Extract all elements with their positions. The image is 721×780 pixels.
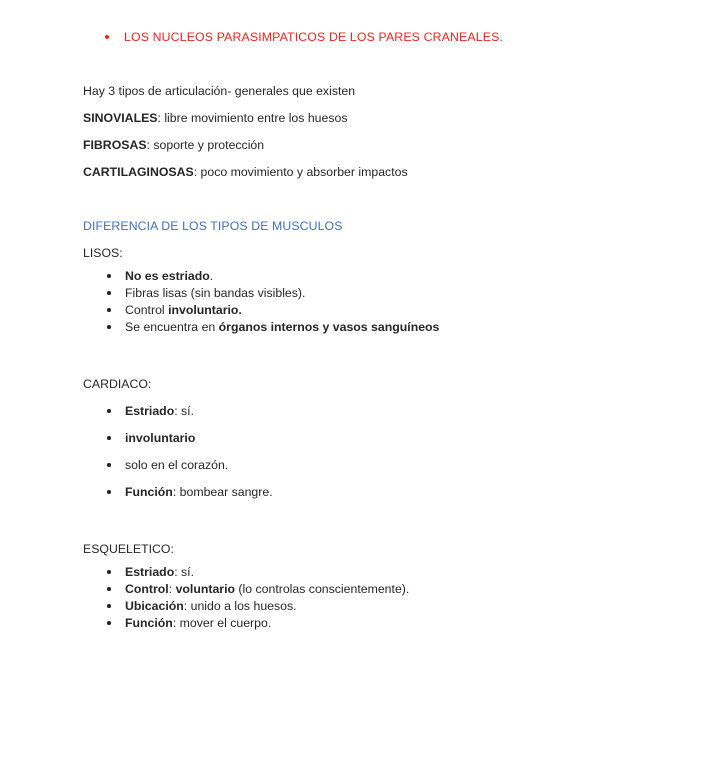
smooth-muscle-list: [83, 269, 653, 334]
list-item: [83, 320, 653, 334]
spacer: [83, 512, 653, 542]
cardiac-muscle-list: [83, 404, 653, 499]
spacer: [83, 44, 653, 84]
list-item: [83, 269, 653, 283]
bullet-lead: Función: [125, 485, 173, 499]
parasympathetic-nuclei-heading: LOS NUCLEOS PARASIMPATICOS DE LOS PARES CRANEALES.: [124, 30, 504, 44]
bullet-lead: Estriado: [125, 404, 175, 418]
bullet-lead: No es estriado: [125, 269, 210, 283]
bullet-tail: : sí.: [174, 565, 195, 579]
skeletal-muscle-label: ESQUELETICO:: [83, 542, 174, 556]
joint-type-cartilaginosas: [83, 165, 653, 179]
list-item: [83, 458, 653, 472]
joint-type-sinoviales: [83, 111, 653, 125]
document-body: [83, 30, 653, 633]
joint-desc: : libre movimiento entre los huesos: [157, 111, 348, 125]
joints-intro: [83, 84, 653, 98]
bullet-lead: Control: [125, 582, 169, 596]
spacer: [83, 260, 653, 269]
list-item: [83, 30, 653, 44]
muscles-section-heading: DIFERENCIA DE LOS TIPOS DE MUSCULOS: [83, 219, 343, 233]
joints-intro-text: Hay 3 tipos de articulación- generales que existen: [83, 84, 356, 98]
list-item: [83, 582, 653, 596]
bullet-lead: Función: [125, 616, 173, 630]
top-bullet-list: [83, 30, 653, 44]
list-item: [83, 431, 653, 445]
spacer: [83, 337, 653, 377]
bullet-lead: involuntario: [125, 431, 196, 445]
bullet-tail-2: (lo controlas conscientemente).: [235, 582, 410, 596]
spacer: [83, 556, 653, 565]
list-item: [83, 303, 653, 317]
bullet-lead: Estriado: [125, 565, 175, 579]
joint-term: FIBROSAS: [83, 138, 147, 152]
list-item: [83, 599, 653, 613]
joint-type-fibrosas: [83, 138, 653, 152]
list-item: [83, 616, 653, 630]
joint-desc: : soporte y protección: [146, 138, 265, 152]
bullet-tail: : bombear sangre.: [172, 485, 273, 499]
list-item: [83, 404, 653, 418]
bullet-tail: : sí.: [174, 404, 195, 418]
bullet-tail: : unido a los huesos.: [183, 599, 297, 613]
bullet-tail: Se encuentra en: [125, 320, 219, 334]
smooth-muscle-label: LISOS:: [83, 246, 123, 260]
bullet-tail: Fibras lisas (sin bandas visibles).: [125, 286, 306, 300]
joint-desc: : poco movimiento y absorber impactos: [193, 165, 408, 179]
spacer: [83, 391, 653, 404]
bullet-bold-tail: involuntario.: [168, 303, 242, 317]
bullet-tail: : mover el cuerpo.: [172, 616, 272, 630]
bullet-lead: Ubicación: [125, 599, 184, 613]
bullet-tail: Control: [125, 303, 169, 317]
list-item: [83, 286, 653, 300]
joint-term: SINOVIALES: [83, 111, 158, 125]
cardiac-muscle-label: CARDIACO:: [83, 377, 152, 391]
bullet-tail: :: [168, 582, 176, 596]
spacer: [83, 179, 653, 219]
list-item: [83, 565, 653, 579]
skeletal-muscle-list: [83, 565, 653, 630]
bullet-bold-tail: órganos internos y vasos sanguíneos: [218, 320, 440, 334]
joint-term: CARTILAGINOSAS: [83, 165, 194, 179]
list-item: [83, 485, 653, 499]
bullet-tail: solo en el corazón.: [125, 458, 229, 472]
bullet-bold-tail: voluntario: [175, 582, 235, 596]
bullet-tail: .: [209, 269, 214, 283]
